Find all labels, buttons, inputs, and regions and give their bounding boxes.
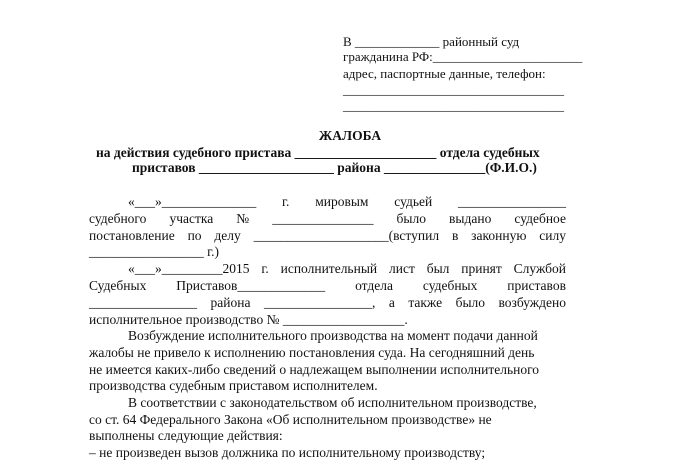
paragraph-1-line-1: «___»______________ г. мировым судьей ________________ — [128, 194, 566, 209]
document-title: ЖАЛОБА — [318, 128, 382, 143]
paragraph-1-line-3: постановление по делу ____________________(вступил в законную силу — [89, 228, 566, 243]
paragraph-4-line-4: – не произведен вызов должника по исполнительному производству; — [89, 445, 486, 460]
paragraph-2-line-3: ________________ района ________________, а также было возбуждено — [89, 295, 566, 310]
header-line-court: В _____________ районный суд — [343, 34, 520, 49]
title-subline-1: на действия судебного пристава _____________________ отдела судебных — [96, 145, 540, 160]
paragraph-3-line-4: производства судебным приставом исполнителем. — [89, 378, 378, 393]
paragraph-4-line-1: В соответствии с законодательством об исполнительном производстве, — [128, 395, 537, 410]
paragraph-3-line-3: не имеется каких-либо сведений о надлежащем выполнении исполнительного — [89, 362, 540, 377]
header-line-address: адрес, паспортные данные, телефон: — [343, 66, 546, 81]
header-line-blank-1: __________________________________ — [343, 82, 564, 97]
paragraph-1-line-2: судебного участка № _______________ было выдано судебное — [89, 211, 566, 226]
paragraph-4-line-2: со ст. 64 Федерального Закона «Об исполнительном производстве» не — [89, 412, 492, 427]
paragraph-2-line-1: «___»_________2015 г. исполнительный лист был принят Службой — [128, 261, 566, 276]
paragraph-1-line-4: _________________ г.) — [89, 244, 220, 259]
header-line-blank-2: __________________________________ — [343, 98, 564, 113]
paragraph-3-line-1: Возбуждение исполнительного производства на момент подачи данной — [128, 328, 538, 343]
title-subline-2: приставов ____________________ района _______________(Ф.И.О.) — [132, 160, 537, 175]
paragraph-2-line-2: Судебных Приставов_____________ отдела судебных приставов — [89, 278, 566, 293]
paragraph-3-line-2: жалобы не привело к исполнению постановления суда. На сегодняшний день — [89, 345, 535, 360]
paragraph-2-line-4: исполнительное производство № __________________. — [89, 312, 408, 327]
header-line-citizen: гражданина РФ:_______________________ — [343, 49, 583, 64]
paragraph-4-line-3: выполнены следующие действия: — [89, 428, 283, 443]
